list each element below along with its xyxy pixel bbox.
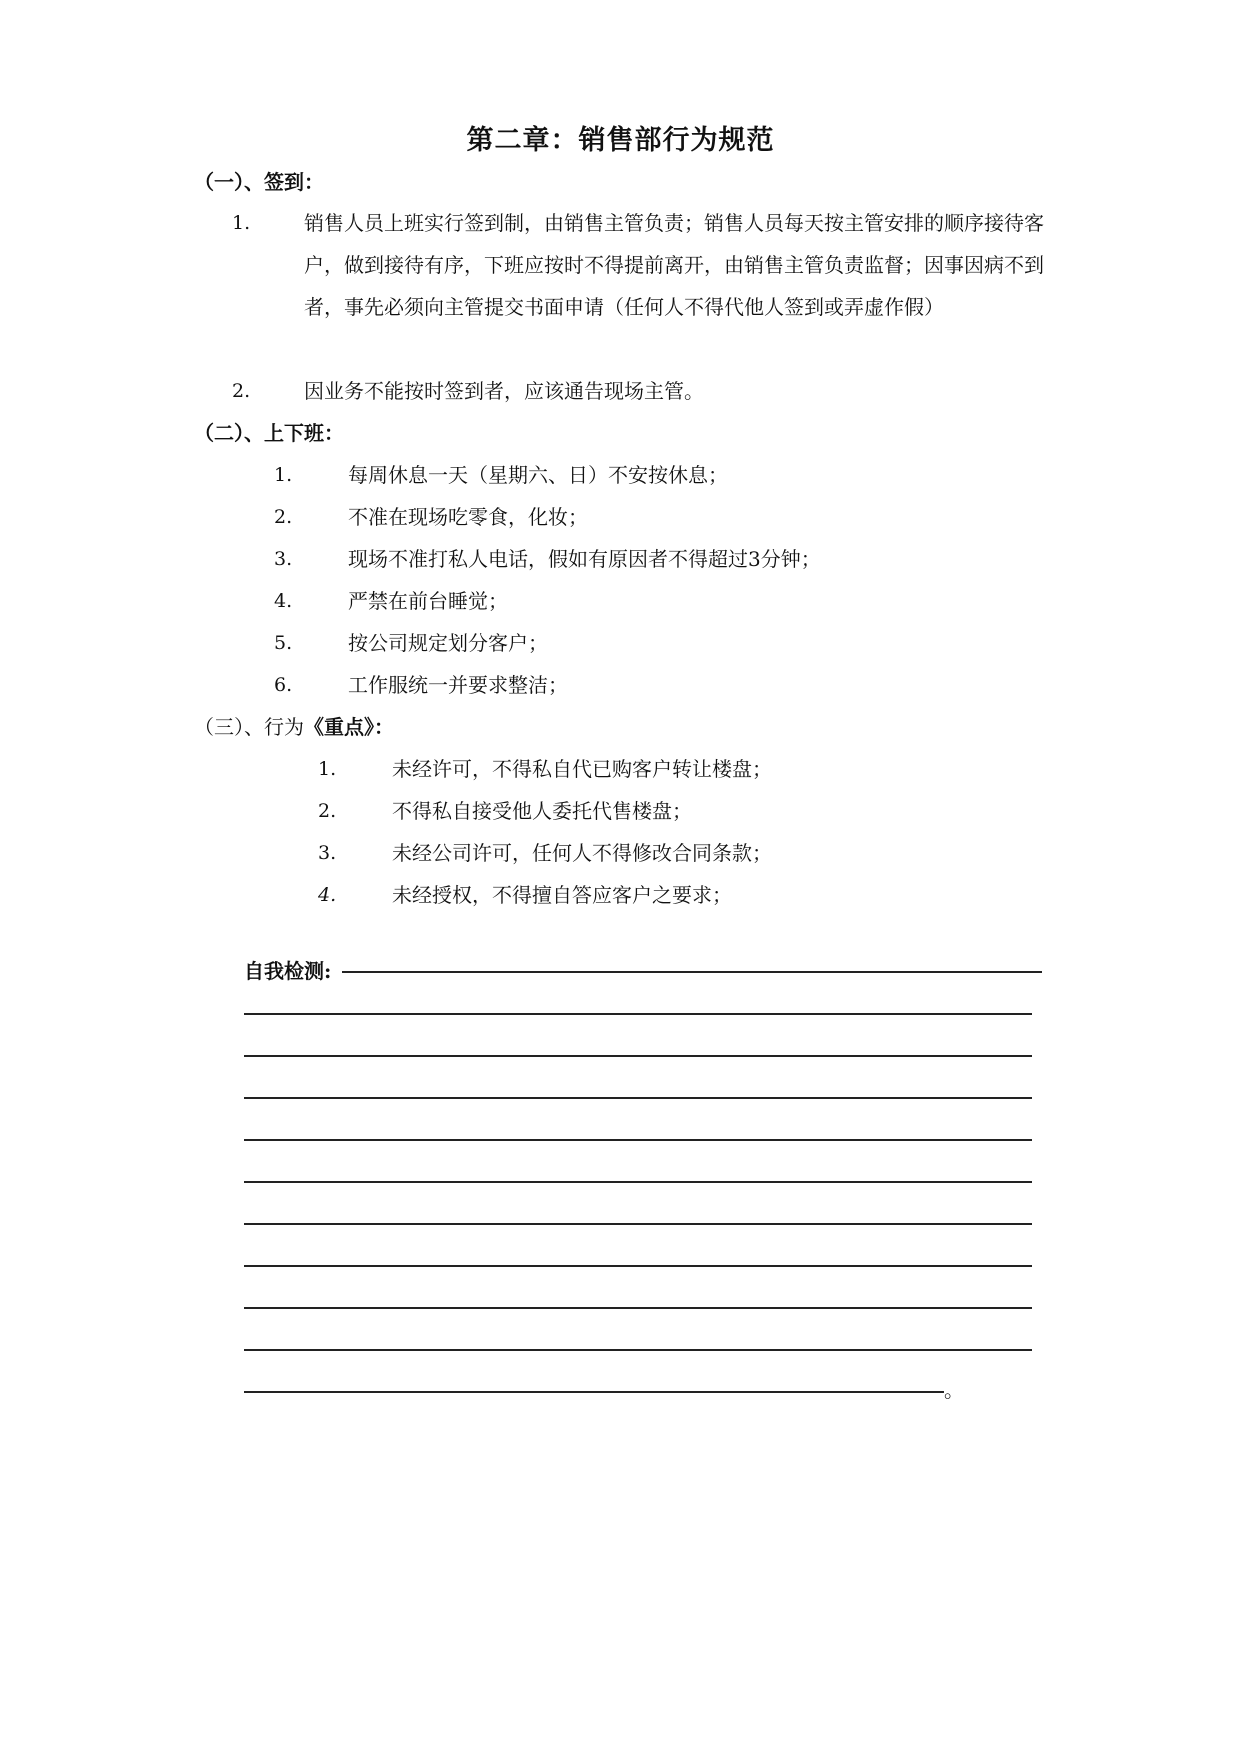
section-heading-work-hours — [194, 419, 344, 447]
list-item-text: 现场不准打私人电话，假如有原因者不得超过3分钟； — [348, 547, 821, 571]
end-mark: 。 — [944, 1378, 964, 1402]
writing-line — [244, 1181, 1032, 1183]
writing-line — [244, 1307, 1032, 1309]
writing-line — [244, 1097, 1032, 1099]
list-item-number: 3. — [318, 842, 337, 864]
list-item-text: 严禁在前台睡觉； — [348, 589, 508, 613]
section-heading-prefix: （一）、 — [194, 170, 264, 194]
writing-line — [244, 1055, 1032, 1057]
list-item-number: 1. — [274, 464, 293, 486]
writing-line — [244, 1391, 944, 1393]
section-heading-conduct — [194, 713, 394, 741]
writing-line — [342, 971, 1042, 973]
writing-line — [244, 1223, 1032, 1225]
list-item-text: 每周休息一天（星期六、日）不安按休息； — [348, 463, 728, 487]
writing-line — [244, 1265, 1032, 1267]
list-item-text: 销售人员上班实行签到制，由销售主管负责；销售人员每天按主管安排的顺序接待客户，做到接待有序，下班应按时不得提前离开，由销售主管负责监督；因事因病不到者，事先必须向主管提交书面申请（任何人不得代他人签到或弄虚作假） — [304, 211, 1044, 319]
page-title: 第二章：销售部行为规范 — [466, 125, 775, 156]
list-item-text: 不得私自接受他人委托代售楼盘； — [392, 799, 692, 823]
list-item-number: 5. — [274, 632, 293, 654]
list-item-number: 1. — [318, 758, 337, 780]
list-item-number: 6. — [274, 674, 293, 696]
section-heading-label: 签到： — [264, 170, 324, 194]
section-heading-label: 《重点》： — [304, 715, 394, 739]
list-item-number: 3. — [274, 548, 293, 570]
list-item-text: 未经公司许可，任何人不得修改合同条款； — [392, 841, 772, 865]
section-heading-prefix: （二）、 — [194, 421, 264, 445]
writing-line — [244, 1013, 1032, 1015]
list-item-text: 因业务不能按时签到者，应该通告现场主管。 — [304, 379, 704, 403]
list-item-text: 不准在现场吃零食，化妆； — [348, 505, 588, 529]
list-item-text: 未经授权，不得擅自答应客户之要求； — [392, 883, 732, 907]
list-item-text: 未经许可，不得私自代已购客户转让楼盘； — [392, 757, 772, 781]
list-item-number: 4. — [274, 590, 293, 612]
list-item-number: 2. — [232, 380, 251, 402]
self-check-label: 自我检测: — [244, 959, 332, 983]
list-item-number: 2. — [318, 800, 337, 822]
list-item-number: 2. — [274, 506, 293, 528]
writing-line — [244, 1349, 1032, 1351]
list-item-text: 工作服统一并要求整洁； — [348, 673, 568, 697]
section-heading-sign-in — [194, 168, 324, 196]
section-heading-prefix: （三）、行为 — [194, 715, 304, 739]
list-item-text: 按公司规定划分客户； — [348, 631, 548, 655]
section-heading-label: 上下班： — [264, 421, 344, 445]
writing-line — [244, 1139, 1032, 1141]
list-item-number: 1. — [232, 212, 251, 234]
list-item-number: 4. — [318, 884, 337, 906]
